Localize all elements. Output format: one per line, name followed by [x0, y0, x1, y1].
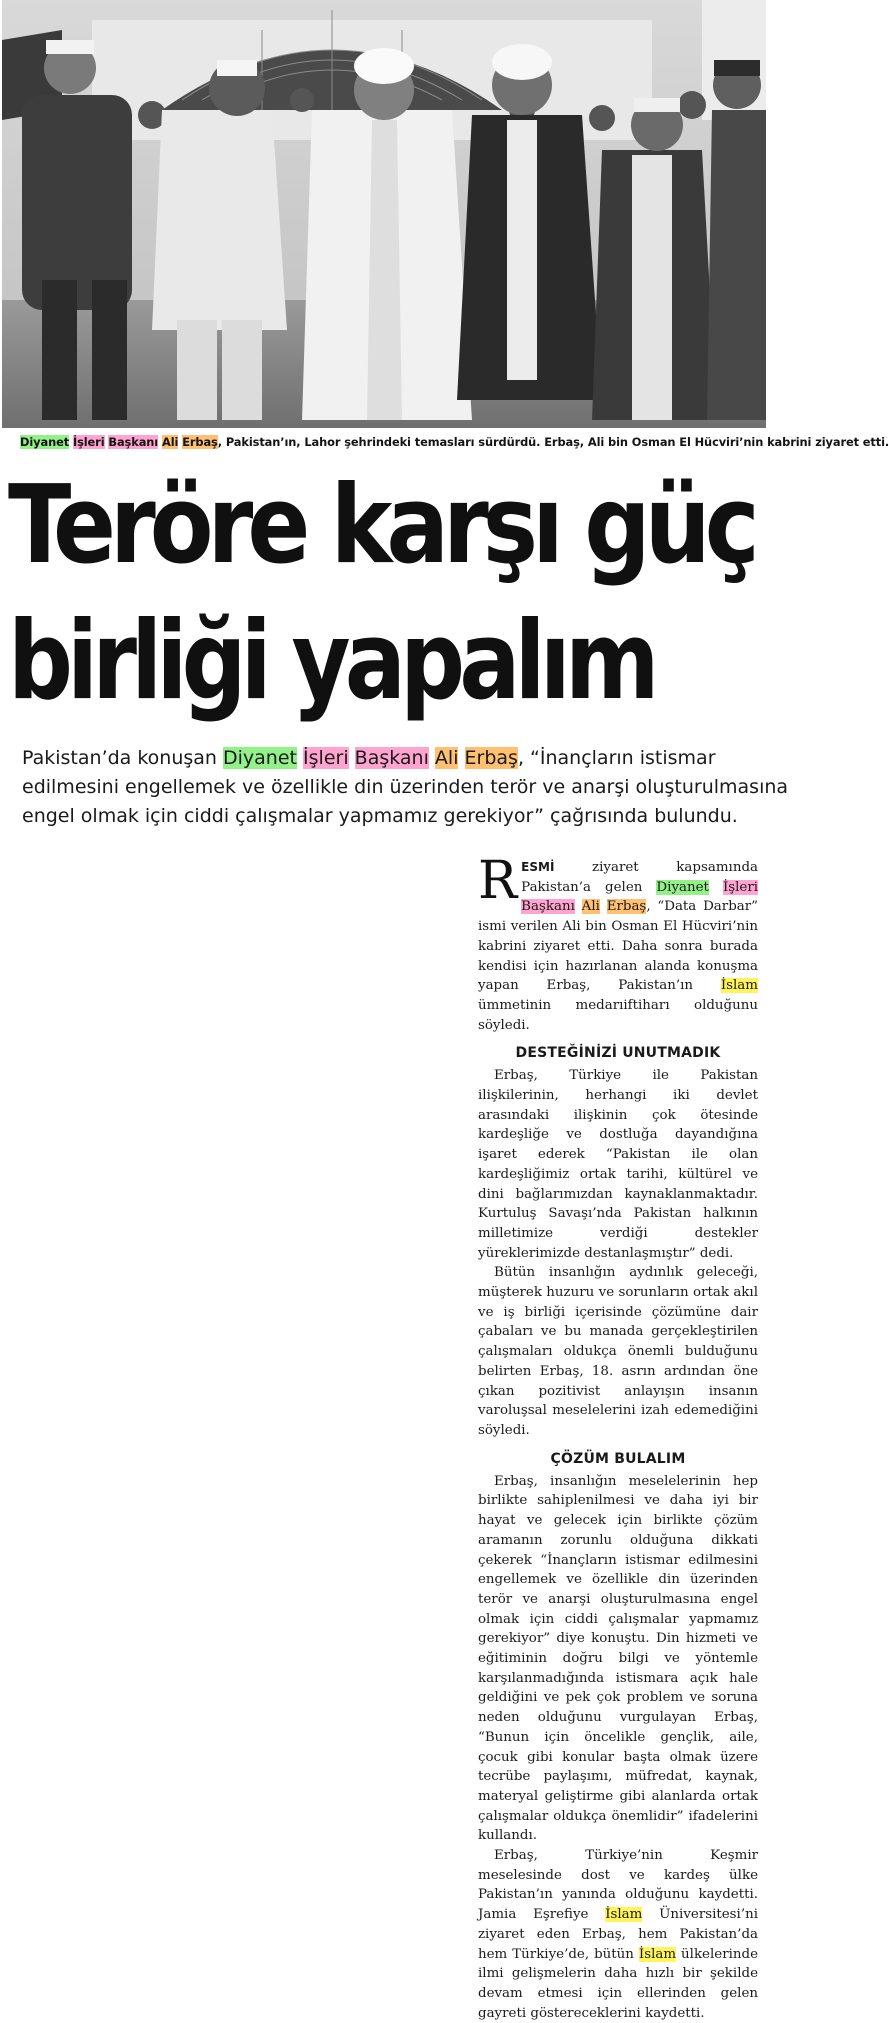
small-caps-lead: ESMİ	[521, 860, 555, 874]
body-text: Erbaş, Türkiye’nin Keşmir meselesinde dost ve kardeş ülke Pakistan’ın yanında olduğunu kaydetti. Jamia Eşrefiye	[478, 1848, 758, 1923]
body-paragraph-3: Bütün insanlığın aydınlık geleceği, müşterek huzuru ve sorunların ortak akıl ve iş birliği içerisinde çözümüne dair çabaları ve bu manada gerçekleştirilen çalışmaları oldukça önemli bulduğunu belirten Erbaş, 18. asrın ardından öne çıkan pozitivist anlayışın insanın varoluşsal meselelerini izah edemediğini söyledi.	[478, 1265, 758, 1438]
body-highlight-islam: İslam	[720, 978, 758, 994]
caption-highlight-diyanet: Diyanet	[20, 435, 70, 449]
body-highlight-baskani: Başkanı	[521, 899, 575, 915]
body-text: ziyaret kapsamında Pakistan’a gelen	[521, 860, 758, 895]
lead-text: , “İnançların istismar	[517, 747, 716, 769]
drop-cap: R	[478, 851, 518, 911]
subheading-cozum: ÇÖZÜM BULALIM	[550, 1450, 686, 1467]
news-photo	[2, 0, 766, 428]
headline-line-2: birliği yapalım	[8, 599, 654, 724]
body-text: Üniversitesi’ni ziyaret eden Erbaş, hem Pakistan’da hem Türkiye’de, bütün	[478, 1907, 758, 1962]
photo-caption	[20, 434, 889, 450]
caption-highlight-isleri: İşleri	[72, 435, 105, 449]
body-paragraph-4: Erbaş, insanlığın meselelerinin hep birlikte sahiplenilmesi ve daha iyi bir hayat ve gelecek için birlikte çözüm aramanın zorunlu olduğuna dikkati çekerek “İnançların istismar edilmesini engellemek ve özellikle din üzerinden terör ve anarşi oluşturulmasına engel olmak için ciddi çalışmalar yapmamız gerekiyor” diye konuştu. Din hizmeti ve eğitiminin doğru bilgi ve yöntemle karşılanmadığında istismara açık hale geldiğini ve pek çok problem ve soruna neden olduğunu vurgulayan Erbaş, “Bunun için öncelikle gençlik, aile, çocuk gibi konular başta olmak üzere tecrübe paylaşımı, müfredat, kaynak, materyal geliştirme gibi alanlarda ortak çalışmalar oldukça önemlidir” ifadelerini kullandı.	[478, 1473, 758, 1844]
caption-text: , Pakistan’ın, Lahor şehrindeki temasları sürdürdü. Erbaş, Ali bin Osman El Hücviri’nin kabrini ziyaret etti.	[217, 435, 889, 449]
article-lead	[22, 744, 789, 831]
lead-highlight-isleri: İşleri	[303, 747, 349, 769]
body-highlight-erbas: Erbaş	[606, 899, 647, 915]
body-highlight-isleri: İşleri	[722, 879, 759, 895]
article-headline	[8, 458, 778, 730]
lead-line-3: engel olmak için ciddi çalışmalar yapmamız gerekiyor” çağrısında bulundu.	[22, 805, 738, 827]
caption-highlight-ali: Ali	[162, 435, 179, 449]
lead-line-1	[22, 744, 770, 773]
caption-highlight-erbas: Erbaş	[182, 435, 218, 449]
subheading-destek: DESTEĞİNİZİ UNUTMADIK	[515, 1045, 721, 1062]
lead-highlight-diyanet: Diyanet	[223, 747, 297, 769]
article-body	[478, 851, 759, 2023]
body-text: ülkelerinde ilmi gelişmelerin daha hızlı bir şekilde devam etmesi için ellerinden gelen gayreti göstereceklerini kaydetti.	[478, 1946, 758, 2021]
lead-line-2: edilmesini engellemek ve özellikle din üzerinden terör ve anarşi oluşturulmasına	[22, 776, 789, 798]
body-paragraph-2: Erbaş, Türkiye ile Pakistan ilişkilerinin, herhangi iki devlet arasındaki ilişkinin çok ötesinde kardeşliğe ve dostluğa dayandığına işaret ederek “Pakistan ile olan kardeşliğimiz ortak tarihi, kültürel ve dini bağlarımızdan kaynaklanmaktadır. Kurtuluş Savaşı’nda Pakistan halkının milletimize verdiği destekler yüreklerimizde destanlaşmıştır” dedi.	[478, 1068, 758, 1261]
body-highlight-islam: İslam	[638, 1946, 677, 1962]
lead-highlight-erbas: Erbaş	[464, 747, 518, 769]
headline-line-1: Teröre karşı güç	[8, 463, 754, 588]
lead-highlight-baskani: Başkanı	[354, 747, 429, 769]
lead-text: Pakistan’da konuşan	[22, 747, 224, 769]
lead-highlight-ali: Ali	[434, 747, 459, 769]
body-text: ümmetinin medarıiftiharı olduğunu söyledi.	[478, 997, 758, 1033]
body-paragraph-5	[478, 1846, 758, 2023]
body-paragraph-1	[478, 851, 759, 1035]
body-highlight-islam: İslam	[605, 1907, 643, 1923]
body-highlight-diyanet: Diyanet	[656, 879, 709, 895]
body-highlight-ali: Ali	[581, 899, 600, 915]
body-text: , “Data Darbar” ismi verilen Ali bin Osman El Hücviri’nin kabrini ziyaret etti. Daha sonra burada kendisi için hazırlanan alanda konuşma yapan Erbaş, Pakistan’ın	[478, 899, 758, 994]
caption-highlight-baskani: Başkanı	[108, 435, 159, 449]
